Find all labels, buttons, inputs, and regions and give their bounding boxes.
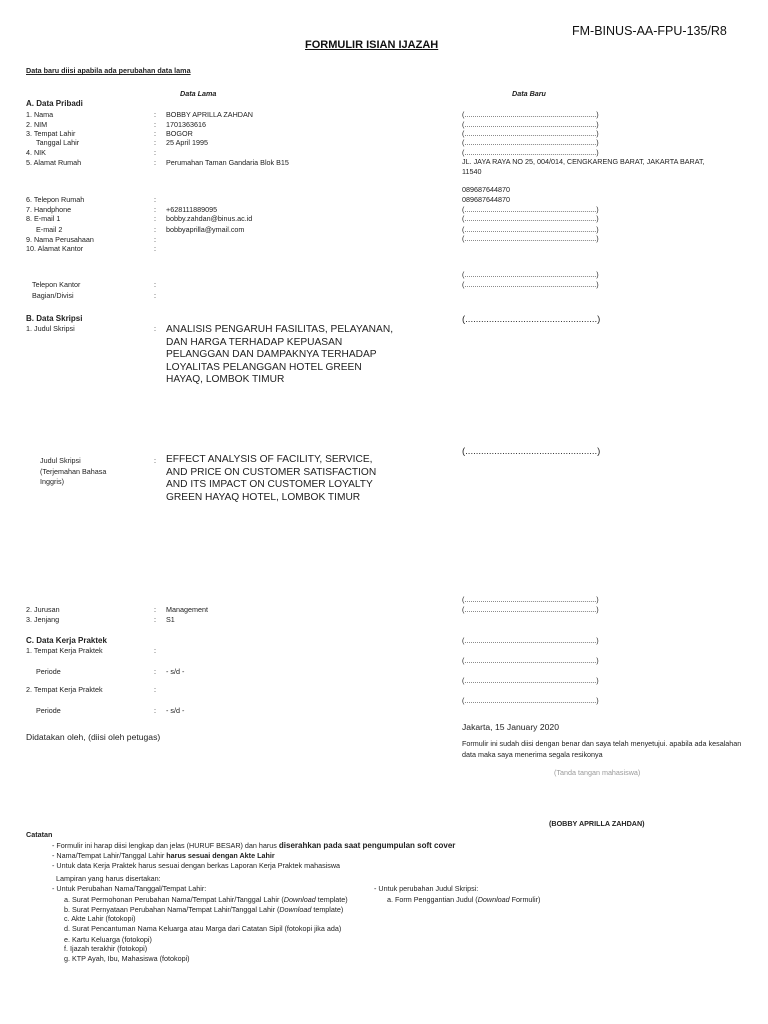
verified-by: Didatakan oleh, (diisi oleh petugas) — [26, 732, 161, 742]
colon: : — [154, 685, 156, 694]
colon: : — [154, 225, 156, 234]
colon: : — [154, 148, 156, 157]
attach-left-heading: - Untuk Perubahan Nama/Tanggal/Tempat Lahir: — [52, 884, 207, 893]
note-2-text: - Nama/Tempat Lahir/Tanggal Lahir — [52, 851, 167, 860]
colon: : — [154, 244, 156, 253]
note-1 — [52, 841, 455, 850]
attach-b-text: b. Surat Pernyataan Perubahan Nama/Tempat Lahir/Tanggal Lahir ( — [64, 905, 280, 914]
name-value: BOBBY APRILLA ZAHDAN — [166, 110, 253, 119]
colon: : — [154, 456, 156, 465]
period2-value: - s/d - — [166, 706, 185, 715]
birthdate-label: Tanggal Lahir — [36, 138, 80, 147]
nim-label: 2. NIM — [26, 120, 48, 129]
birthplace-new-blank[interactable]: (..................................................................) — [462, 129, 599, 138]
colon: : — [154, 646, 156, 655]
mobile-new-value[interactable]: 089687644870 — [462, 195, 510, 204]
thesis-title-label: 1. Judul Skripsi — [26, 324, 75, 333]
thesis-title-en-value: EFFECT ANALYSIS OF FACILITY, SERVICE, AND PRICE ON CUSTOMER SATISFACTION AND ITS IMPACT ON CUSTOMER LOYALTY GREEN HAYAQ HOTEL, LOMBOK TIMUR — [166, 454, 377, 503]
attach-a — [64, 895, 348, 904]
attach-right-a — [387, 895, 540, 904]
mobile-new-blank[interactable]: (..................................................................) — [462, 205, 599, 214]
colon: : — [154, 120, 156, 129]
colon: : — [154, 195, 156, 204]
colon: : — [154, 214, 156, 223]
thesis-extra-blank[interactable]: (..................................................................) — [462, 595, 599, 604]
office-phone-label: Telepon Kantor — [32, 280, 81, 289]
colon: : — [154, 138, 156, 147]
colon: : — [154, 324, 156, 333]
colon: : — [154, 129, 156, 138]
colon: : — [154, 615, 156, 624]
name-new-blank[interactable]: (..................................................................) — [462, 110, 599, 119]
colon: : — [154, 605, 156, 614]
period1-value: - s/d - — [166, 667, 185, 676]
attach-a-download: Download — [283, 895, 316, 904]
mobile-label: 7. Handphone — [26, 205, 72, 214]
internship-place2-label: 2. Tempat Kerja Praktek — [26, 685, 103, 694]
internship-place1-new-blank[interactable]: (..................................................................) — [462, 636, 599, 645]
column-header-new: Data Baru — [512, 89, 546, 98]
office-address-new-blank[interactable]: (..................................................................) — [462, 270, 599, 279]
period1-new-blank[interactable]: (..................................................................) — [462, 676, 599, 685]
email1-label: 8. E-mail 1 — [26, 214, 61, 223]
section-internship: C. Data Kerja Praktek — [26, 636, 107, 645]
email2-label: E-mail 2 — [36, 225, 63, 234]
attach-c: c. Akte Lahir (fotokopi) — [64, 914, 136, 923]
attach-right-heading: - Untuk perubahan Judul Skripsi: — [374, 884, 479, 893]
section-thesis: B. Data Skripsi — [26, 314, 83, 323]
home-phone-label: 6. Telepon Rumah — [26, 195, 85, 204]
colon: : — [154, 235, 156, 244]
colon: : — [154, 706, 156, 715]
period1-label: Periode — [36, 667, 61, 676]
attach-g: g. KTP Ayah, Ibu, Mahasiswa (fotokopi) — [64, 954, 190, 963]
nik-label: 4. NIK — [26, 148, 46, 157]
place-date: Jakarta, 15 January 2020 — [462, 722, 559, 732]
attach-d: d. Surat Pencantuman Nama Keluarga atau Marga dari Catatan Sipil (fotokopi jika ada) — [64, 924, 342, 933]
address-label: 5. Alamat Rumah — [26, 158, 82, 167]
level-label: 3. Jenjang — [26, 615, 60, 624]
attach-e: e. Kartu Keluarga (fotokopi) — [64, 935, 152, 944]
sign-hint: (Tanda tangan mahasiswa) — [554, 768, 641, 777]
nim-new-blank[interactable]: (..................................................................) — [462, 120, 599, 129]
major-new-blank[interactable]: (..................................................................) — [462, 605, 599, 614]
nik-new-blank[interactable]: (..................................................................) — [462, 148, 599, 157]
note-1-text: - Formulir ini harap diisi lengkap dan jelas (HURUF BESAR) dan harus — [52, 841, 279, 850]
attach-a-text: a. Surat Permohonan Perubahan Nama/Tempat Lahir/Tanggal Lahir ( — [64, 895, 284, 904]
attach-right-a-close: Formulir) — [509, 895, 541, 904]
mobile-value: +628111889095 — [166, 205, 218, 214]
statement: Formulir ini sudah diisi dengan benar dan saya telah menyetujui. apabila ada kesalahan data maka saya menerima segala resikonya — [462, 739, 742, 759]
email1-value: bobby.zahdan@binus.ac.id — [166, 214, 253, 223]
email1-new-blank[interactable]: (..................................................................) — [462, 214, 599, 223]
colon: : — [154, 280, 156, 289]
thesis-title-new-blank[interactable]: (..................................................) — [462, 314, 601, 325]
attach-heading: Lampiran yang harus disertakan: — [56, 874, 161, 883]
phone-new-value[interactable]: 089687644870 — [462, 185, 510, 194]
major-label: 2. Jurusan — [26, 605, 60, 614]
column-header-old: Data Lama — [180, 89, 217, 98]
period2-label: Periode — [36, 706, 61, 715]
birthdate-new-blank[interactable]: (..................................................................) — [462, 138, 599, 147]
attach-right-a-text: a. Form Penggantian Judul ( — [387, 895, 478, 904]
note-2 — [52, 851, 275, 860]
name-label: 1. Nama — [26, 110, 54, 119]
company-new-blank[interactable]: (..................................................................) — [462, 234, 599, 243]
colon: : — [154, 158, 156, 167]
colon: : — [154, 110, 156, 119]
attach-a-close: template) — [315, 895, 348, 904]
birthplace-label: 3. Tempat Lahir — [26, 129, 76, 138]
thesis-title-value: ANALISIS PENGARUH FASILITAS, PELAYANAN, DAN HARGA TERHADAP KEPUASAN PELANGGAN DAN DAMPAKNYA TERHADAP LOYALITAS PELANGGAN HOTEL GREEN HAYAQ, LOMBOK TIMUR — [166, 324, 394, 386]
attach-f: f. Ijazah terakhir (fotokopi) — [64, 944, 148, 953]
colon: : — [154, 291, 156, 300]
email2-new-blank[interactable]: (..................................................................) — [462, 225, 599, 234]
form-code: FM-BINUS-AA-FPU-135/R8 — [572, 24, 727, 38]
signer-name: (BOBBY APRILLA ZAHDAN) — [549, 819, 645, 828]
level-value: S1 — [166, 615, 175, 624]
attach-b-close: template) — [311, 905, 344, 914]
address-value: Perumahan Taman Gandaria Blok B15 — [166, 158, 289, 167]
colon: : — [154, 205, 156, 214]
company-label: 9. Nama Perusahaan — [26, 235, 94, 244]
nim-value: 1701363616 — [166, 120, 206, 129]
attach-right-a-download: Download — [477, 895, 510, 904]
office-phone-new-blank[interactable]: (..................................................................) — [462, 280, 599, 289]
division-label: Bagian/Divisi — [32, 291, 74, 300]
note-3: - Untuk data Kerja Praktek harus sesuai dengan berkas Laporan Kerja Praktek mahasiswa — [52, 861, 341, 870]
attach-b-download: Download — [279, 905, 312, 914]
note-2-bold: harus sesuai dengan Akte Lahir — [166, 851, 275, 860]
instruction: Data baru diisi apabila ada perubahan data lama — [26, 66, 191, 75]
internship-place1-label: 1. Tempat Kerja Praktek — [26, 646, 103, 655]
address-new-value[interactable]: JL. JAYA RAYA NO 25, 004/014, CENGKARENG BARAT, JAKARTA BARAT, 11540 — [462, 157, 705, 176]
section-personal: A. Data Pribadi — [26, 99, 83, 108]
email2-value: bobbyaprilla@ymail.com — [166, 225, 245, 234]
colon: : — [154, 667, 156, 676]
thesis-title-en-new-blank[interactable]: (..................................................) — [462, 446, 601, 457]
thesis-title-en-label: Judul Skripsi (Terjemahan Bahasa Inggris) — [40, 456, 107, 486]
major-value: Management — [166, 605, 208, 614]
internship-place1-new-blank-2[interactable]: (..................................................................) — [462, 656, 599, 665]
internship-place2-new-blank[interactable]: (..................................................................) — [462, 696, 599, 705]
birthdate-value: 25 April 1995 — [166, 138, 208, 147]
birthplace-value: BOGOR — [166, 129, 193, 138]
note-1-bold: diserahkan pada saat pengumpulan soft cover — [278, 841, 456, 850]
form-title: FORMULIR ISIAN IJAZAH — [305, 39, 439, 51]
notes-heading: Catatan — [26, 830, 53, 839]
office-address-label: 10. Alamat Kantor — [26, 244, 84, 253]
attach-b — [64, 905, 343, 914]
